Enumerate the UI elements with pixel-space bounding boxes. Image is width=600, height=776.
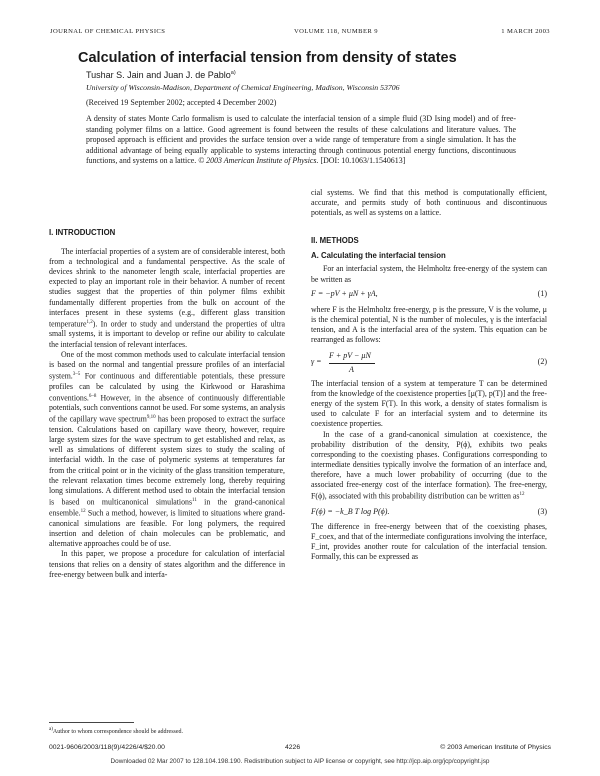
footnote (49, 727, 183, 735)
intro-paragraph-3: In this paper, we propose a procedure for calculation of interfacial tensions that relies on a density of states algorithm and the difference in free-energy between bulk and interfa- (49, 549, 285, 579)
copyright-note: © 2003 American Institute of Physics. (198, 156, 319, 166)
download-notice: Downloaded 02 Mar 2007 to 128.104.198.190. Redistribution subject to AIP license or copyright, see http://jcp.aip.org/jcp/copyright.jsp (110, 758, 490, 765)
methods-paragraph-4: In the case of a grand-canonical simulation at coexistence, the probability distribution of the density, P(ϕ), exhibits two peaks corresponding to the coexisting phases. Configurations corresponding to intermediate densities typically involve the formation of an interface and, therefore, have a much lower probability of occurring (due to the associated free-energy cost of the interface formation). The free-energy, F(ϕ), associated with this probability distribution can be written $as^{12}$ (311, 429, 547, 501)
footnote-text: Author to whom correspondence should be addressed. (52, 729, 184, 735)
equation-1-number: (1) (537, 288, 547, 298)
running-head (50, 28, 550, 40)
right-column (311, 188, 547, 562)
equation-3-body: F(ϕ) = −k_B T log P(ϕ). (311, 506, 390, 516)
equation-2-numerator: F + pV − μN (329, 351, 371, 361)
received-dates: (Received 19 September 2002; accepted 4 December 2002) (86, 98, 277, 107)
equation-2-lhs: γ = (311, 357, 322, 367)
section-heading-introduction: I. INTRODUCTION (49, 228, 116, 237)
page-title: Calculation of interfacial tension from density of states (78, 50, 457, 66)
issue-date: 1 MARCH 2003 (501, 28, 550, 35)
methods-paragraph-2: where F is the Helmholtz free-energy, p is the pressure, V is the volume, μ is the chemical potential, N is the number of molecules, γ is the interfacial tension, and A is the interfacial area of the system. This equation can be rearranged as follows: (311, 304, 547, 344)
subsection-heading: A. Calculating the interfacial tension (311, 251, 446, 261)
methods-paragraph-3: The interfacial tension of a system at temperature T can be determined from the knowledge of the coexistence properties [μ(T), p(T)] and the free-energy of the system F(T). In this work, a density of states formalism is used to calculate F for an interfacial system and to determine its coexistence properties. (311, 379, 547, 429)
methods-paragraph-1: For an interfacial system, the Helmholtz free-energy of the system can be written as (311, 264, 547, 284)
page-number: 4226 (285, 744, 301, 751)
equation-2-fraction-bar (329, 351, 375, 364)
footer-code: 0021-9606/2003/118(9)/4226/4/$20.00 (49, 744, 165, 751)
author-names: Tushar S. Jain and Juan J. de Pablo (86, 70, 231, 80)
section-heading-methods: II. METHODS (311, 236, 359, 246)
left-column (49, 228, 285, 580)
methods-paragraph-5: The difference in free-energy between that of the coexisting phases, F_coex, and that of the intermediate configurations involving the interface, F_int, provides another route for calculation of the interfacial tension. Formally, this can be expressed as (311, 521, 547, 562)
abstract (86, 114, 516, 167)
footnote-rule (49, 722, 134, 723)
footer-copyright: © 2003 American Institute of Physics (440, 744, 551, 751)
footnote-mark: a) (49, 727, 53, 732)
equation-2-denominator: A (349, 365, 354, 375)
intro-paragraph-1: The interfacial properties of a system are of considerable interest, both from a technological and a fundamental perspective. As the scale of devices shrink to the nanometer length scale, interfacial properties are expected to play an important role in their behavior. A number of recent studies suggest that the properties of thin polymer films exhibit fundamentally different properties from the bulk on account of the interfaces present in these systems (e.g., different glass transition temperature$^{1,2}$). In order to study and understand the properties of ultra small systems, it is important to develop or refine our ability to calculate the interfacial tension of relevant interfaces. (49, 247, 285, 349)
equation-1 (311, 289, 547, 303)
equation-3-number: (3) (537, 506, 547, 516)
equation-3 (311, 507, 547, 521)
volume-number: VOLUME 118, NUMBER 9 (294, 28, 378, 35)
affiliation: University of Wisconsin-Madison, Department of Chemical Engineering, Madison, Wisconsin 53706 (86, 83, 400, 92)
authors (86, 70, 236, 80)
journal-name: JOURNAL OF CHEMICAL PHYSICS (50, 28, 166, 35)
equation-1-body: F = −pV + μN + γA, (311, 288, 378, 298)
abstract-text: A density of states Monte Carlo formalism is used to calculate the interfacial tension of a simple fluid (3D Ising model) and of free-standing polymer films on a lattice. Good agreement is found between the results of these calculations and literature values. The proposed approach is efficient and provides the surface tension over a wide range of temperature from a single simulation. It has the additional advantage of being equally applicable to systems interacting through continuous potential energy functions, discontinuous functions, and systems on a lattice. (86, 114, 516, 166)
equation-2 (311, 351, 547, 377)
intro-continuation: cial systems. We find that this method is computationally efficient, accurate, and permits study of both continuous and discontinuous potentials, as well as systems on a lattice. (311, 188, 547, 218)
doi[interactable]: [DOI: 10.1063/1.1540613] (320, 156, 406, 166)
intro-paragraph-2: One of the most common methods used to calculate interfacial tension is based on the normal and tangential pressure profiles of an interfacial system.$^{3-5}$ For continuous and differentiable potentials, these pressure profiles can be calculated by using the Kirkwood or Harashima conventions.$^{6-8}$ However, in the absence of continuously differentiable potentials, such conventions cannot be used. For some systems, an analysis of the capillary wave spectrum$^{9,10}$ has been proposed to extract the surface tension. Calculations based on capillary wave theory, however, require large system sizes for the wave spectrum to get established and relax, as well as simulations of different system sizes to study the scaling of interfacial width. In the case of polymeric systems at temperatures far from the critical point or in the vicinity of the glass transition temperature, the relevant relaxation times become extremely long, thereby requiring long simulations. A different method used to obtain the interfacial tension is based on multicanonical simulations$^{11}$ in the grand-canonical ensemble.$^{12}$ Such a method, however, is limited to situations where grand-canonical simulations are feasible. For long polymers, the required insertion and deletion of chain molecules can be problematic, and alternative approaches could be of use. (49, 349, 285, 549)
author-footnote-mark: a) (230, 70, 236, 76)
equation-2-number: (2) (537, 357, 547, 367)
